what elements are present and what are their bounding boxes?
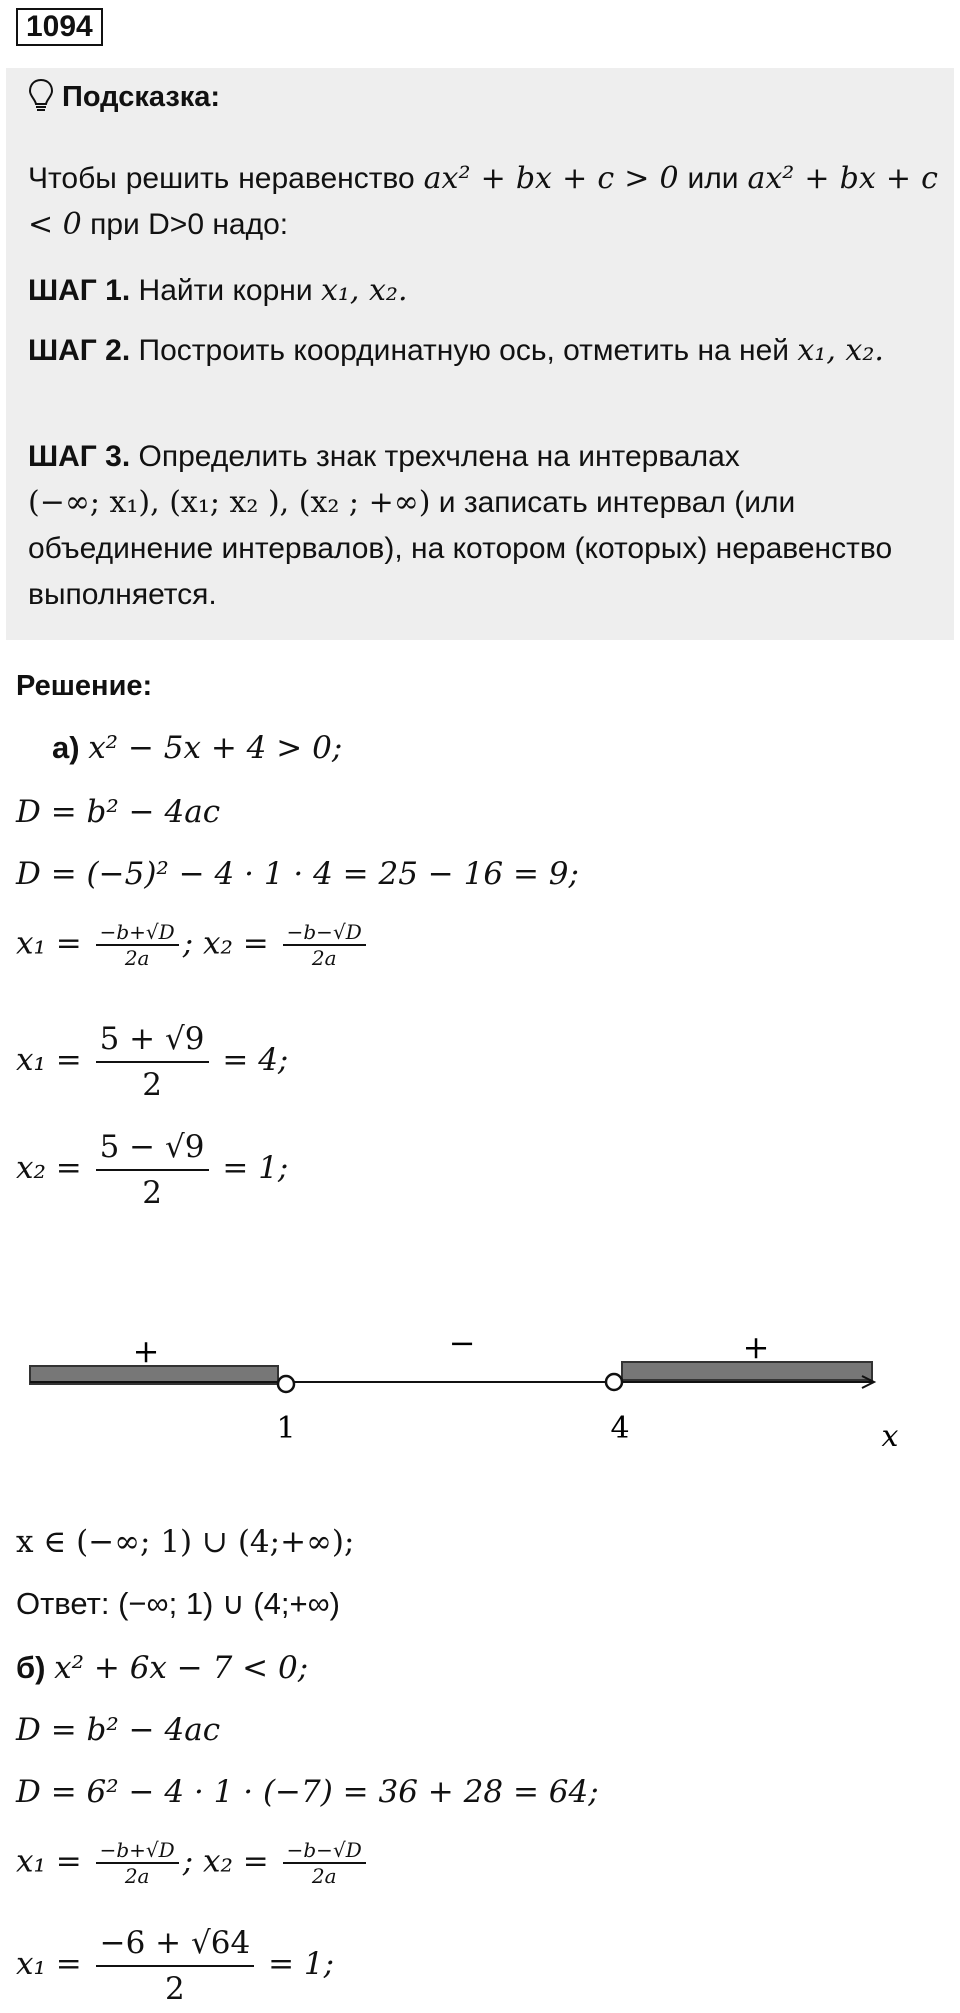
hint-step1 — [28, 268, 938, 314]
number-line-diagram — [0, 1300, 960, 1470]
root2-fraction-b: $\frac{-b-√D}{2a}$ — [283, 1838, 366, 1888]
step2-math: x₁, x₂. — [797, 333, 884, 368]
d-calc-a: D = (−5)² − 4 · 1 · 4 = 25 − 16 = 9; — [16, 856, 579, 892]
step1-label: ШАГ 1. — [28, 274, 131, 307]
lightbulb-icon — [28, 78, 54, 122]
sign-middle: − — [448, 1324, 476, 1362]
point-open-1 — [278, 1376, 294, 1392]
part-a-inequality — [52, 728, 342, 768]
roots-formula-b: x₁ = $\frac{-b+√D}{2a}$ ; x₂ = $\frac{-b-√D}{2a}$ — [16, 1838, 370, 1888]
hint-box — [6, 68, 954, 640]
d-calc-b: D = 6² − 4 · 1 · (−7) = 36 + 28 = 64; — [16, 1774, 599, 1810]
sign-left: + — [132, 1332, 160, 1370]
x2-calc-a: x₂ = $\frac{5 - √9}{2}$ = 1; — [16, 1118, 288, 1218]
intro-text-end: при D>0 надо: — [90, 208, 289, 241]
inequality-greater: ax² + bx + c > 0 — [423, 161, 679, 196]
inequality-b: x² + 6x − 7 < 0; — [54, 1650, 309, 1686]
x1-fraction-b: $\frac{-6 + √64}{2}$ — [96, 1921, 255, 2011]
x1-calc-a: x₁ = $\frac{5 + √9}{2}$ = 4; — [16, 1010, 288, 1110]
inequality-less: ax² + bx + c < 0 — [28, 161, 938, 242]
part-a-label: а) — [52, 730, 80, 765]
part-b-inequality — [16, 1648, 308, 1688]
hint-title — [28, 78, 220, 122]
step3-text-end: и записать интервал (или объединение интервалов), на котором (которых) неравенство выполняется. — [28, 486, 893, 611]
root2-fraction: $\frac{-b-√D}{2a}$ — [283, 920, 366, 970]
step2-label: ШАГ 2. — [28, 334, 131, 367]
x1-fraction-a: $\frac{5 + √9}{2}$ — [96, 1017, 209, 1107]
step1-text: Найти корни — [138, 274, 313, 307]
or-word: или — [687, 162, 739, 195]
step3-text: Определить знак трехчлена на интервалах — [138, 440, 740, 473]
axis-variable: x — [881, 1419, 899, 1454]
step2-text: Построить координатную ось, отметить на ней — [138, 334, 790, 367]
hint-intro — [28, 156, 938, 248]
point-open-4 — [606, 1374, 622, 1390]
point-label-4: 4 — [610, 1411, 630, 1446]
solution-title: Решение: — [16, 670, 153, 702]
sign-right: + — [742, 1328, 770, 1366]
inequality-a: x² − 5x + 4 > 0; — [88, 730, 343, 766]
x1-calc-b: x₁ = $\frac{-6 + √64}{2}$ = 1; — [16, 1916, 334, 2012]
root1-fraction-b: $\frac{-b+√D}{2a}$ — [96, 1838, 179, 1888]
hint-step3 — [28, 434, 938, 618]
x2-fraction-a: $\frac{5 - √9}{2}$ — [96, 1125, 209, 1215]
d-formula-a: D = b² − 4ac — [16, 794, 221, 830]
point-label-1: 1 — [276, 1411, 296, 1446]
step3-label: ШАГ 3. — [28, 440, 131, 473]
root1-fraction: $\frac{-b+√D}{2a}$ — [96, 920, 179, 970]
part-b-label: б) — [16, 1650, 46, 1685]
hint-title-text: Подсказка: — [62, 81, 221, 113]
task-number: 1094 — [16, 8, 103, 46]
step3-intervals: (−∞; x₁), (x₁; x₂ ), (x₂ ; +∞) — [28, 485, 431, 520]
step1-math: x₁, x₂. — [320, 273, 408, 308]
x2-def-label: ; x₂ = — [182, 925, 269, 962]
hint-step2 — [28, 328, 938, 374]
intro-text: Чтобы решить неравенство — [28, 162, 415, 195]
result-a: x ∈ (−∞; 1) ∪ (4;+∞); — [16, 1524, 355, 1560]
x1-def-label: x₁ = — [16, 925, 82, 962]
roots-formula-a — [16, 920, 370, 970]
answer-a: Ответ: (−∞; 1) ∪ (4;+∞) — [16, 1586, 341, 1621]
d-formula-b: D = b² − 4ac — [16, 1712, 221, 1748]
